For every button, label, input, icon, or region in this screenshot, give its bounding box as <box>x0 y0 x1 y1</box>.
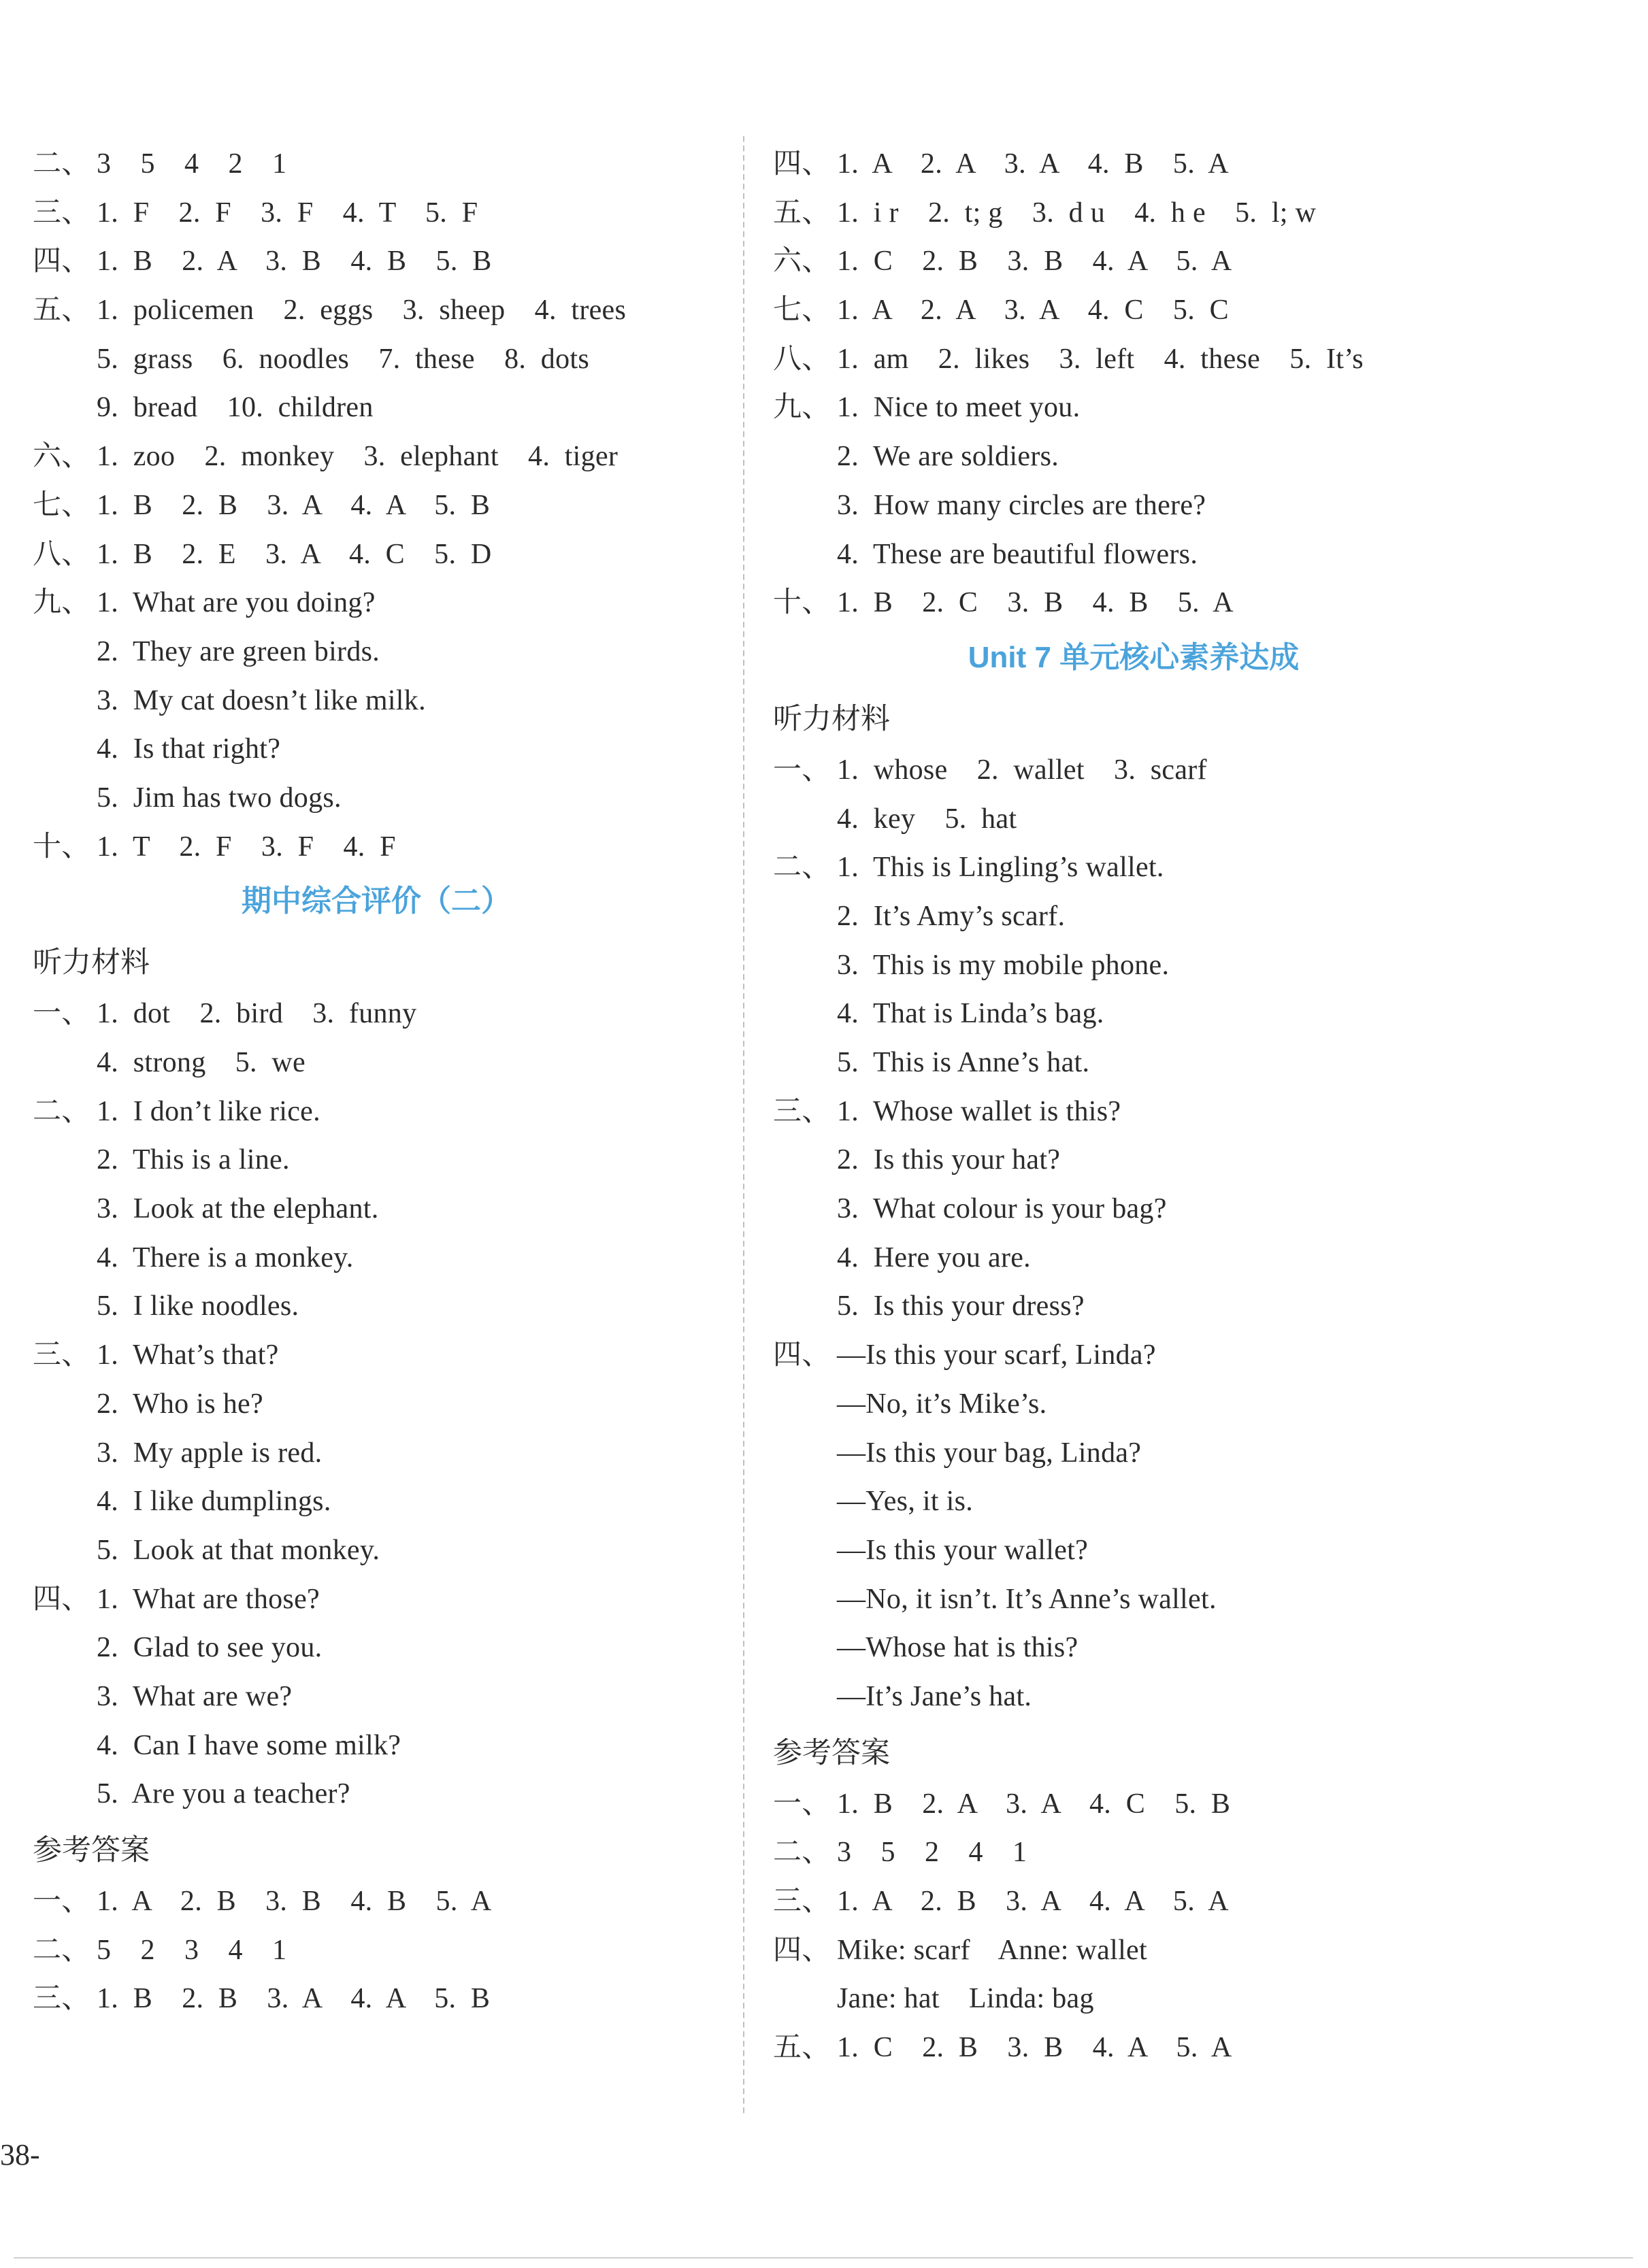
answer-line <box>33 1927 720 1975</box>
answer-text: 1. B 2. A 3. A 4. C 5. B <box>837 1788 1231 1820</box>
answer-line <box>33 482 720 531</box>
answer-line-continued: 3. What are we? <box>97 1680 293 1712</box>
answer-line <box>33 1878 720 1927</box>
answer-line <box>773 286 1494 335</box>
question-group-marker: 九、 <box>773 392 831 424</box>
section-heading: Unit 7 单元核心素养达成 <box>968 640 1300 674</box>
question-group-marker: 四、 <box>773 148 831 180</box>
answer-line-continued: 3. My cat doesn’t like milk. <box>97 684 426 716</box>
answer-line-continued: 2. It’s Amy’s scarf. <box>837 900 1066 932</box>
question-group-marker: 十、 <box>33 831 90 863</box>
answer-line <box>33 1975 720 2024</box>
answer-line <box>33 990 720 1039</box>
question-group-marker: 四、 <box>33 246 90 278</box>
question-group-marker: 一、 <box>33 1886 90 1917</box>
section-subheading: 参考答案 <box>773 1735 890 1770</box>
bottom-rule <box>14 2257 1633 2258</box>
answer-line-continued: —Whose hat is this? <box>837 1632 1078 1664</box>
answer-line-continued: 4. Here you are. <box>837 1241 1031 1273</box>
answer-line <box>33 579 720 628</box>
section-subheading: 参考答案 <box>33 1833 150 1867</box>
answer-text: 1. Nice to meet you. <box>837 392 1081 424</box>
answer-line-continued: —No, it isn’t. It’s Anne’s wallet. <box>837 1583 1217 1615</box>
answer-text: 1. whose 2. wallet 3. scarf <box>837 754 1207 786</box>
answer-line-continued: 2. Is this your hat? <box>837 1144 1061 1176</box>
answer-line-continued: 4. That is Linda’s bag. <box>837 998 1104 1030</box>
answer-line-continued: 5. Are you a teacher? <box>97 1778 350 1810</box>
answer-line <box>773 335 1494 384</box>
answer-text: 1. policemen 2. eggs 3. sheep 4. trees <box>97 295 627 327</box>
question-group-marker: 四、 <box>773 1339 831 1371</box>
answer-line <box>773 189 1494 238</box>
answer-text: 3 5 2 4 1 <box>837 1837 1027 1869</box>
question-group-marker: 三、 <box>33 1339 90 1371</box>
answer-text: 1. zoo 2. monkey 3. elephant 4. tiger <box>97 441 619 473</box>
answer-text: 1. am 2. likes 3. left 4. these 5. It’s <box>837 343 1364 375</box>
question-group-marker: 二、 <box>33 1095 90 1127</box>
answer-text: 1. T 2. F 3. F 4. F <box>97 831 396 863</box>
question-group-marker: 五、 <box>33 295 90 327</box>
answer-line-continued: 4. key 5. hat <box>837 803 1017 835</box>
answer-line-continued: 5. This is Anne’s hat. <box>837 1047 1090 1078</box>
answer-line <box>773 237 1494 286</box>
answer-line <box>773 579 1494 628</box>
question-group-marker: 六、 <box>33 441 90 473</box>
question-group-marker: 六、 <box>773 246 831 278</box>
answer-line-continued: 2. Glad to see you. <box>97 1632 323 1664</box>
answer-text: 1. F 2. F 3. F 4. T 5. F <box>97 197 478 229</box>
answer-text: 1. This is Lingling’s wallet. <box>837 852 1164 884</box>
answer-text: 1. A 2. B 3. A 4. A 5. A <box>837 1886 1229 1917</box>
answer-line-continued: —Is this your bag, Linda? <box>837 1437 1142 1469</box>
answer-text: 1. i r 2. t; g 3. d u 4. h e 5. l; w <box>837 197 1317 229</box>
answer-text: 1. B 2. A 3. B 4. B 5. B <box>97 246 492 278</box>
answer-text: 1. B 2. B 3. A 4. A 5. B <box>97 489 491 521</box>
left-column <box>33 140 720 2024</box>
question-group-marker: 八、 <box>773 343 831 375</box>
answer-line <box>773 1927 1494 1975</box>
question-group-marker: 三、 <box>773 1886 831 1917</box>
answer-line-continued: 4. Is that right? <box>97 733 281 765</box>
question-group-marker: 二、 <box>33 148 90 180</box>
answer-line-continued: 4. These are beautiful flowers. <box>837 538 1198 570</box>
question-group-marker: 四、 <box>773 1934 831 1966</box>
answer-line <box>33 433 720 482</box>
answer-line-continued: 9. bread 10. children <box>97 392 374 424</box>
answer-line-continued: 2. We are soldiers. <box>837 441 1059 473</box>
answer-line <box>33 823 720 872</box>
answer-text: 1. C 2. B 3. B 4. A 5. A <box>837 2032 1232 2064</box>
answer-line-continued: 5. Is this your dress? <box>837 1290 1085 1322</box>
answer-line-continued: 5. Jim has two dogs. <box>97 782 342 814</box>
answer-text: 1. A 2. B 3. B 4. B 5. A <box>97 1886 492 1917</box>
answer-text: 1. What are those? <box>97 1583 320 1615</box>
answer-line-continued: 3. What colour is your bag? <box>837 1193 1167 1225</box>
answer-line <box>33 1575 720 1624</box>
right-column <box>773 140 1494 2073</box>
answer-line-continued: 5. Look at that monkey. <box>97 1534 380 1566</box>
question-group-marker: 八、 <box>33 538 90 570</box>
answer-line-continued: —It’s Jane’s hat. <box>837 1680 1032 1712</box>
answer-line <box>773 746 1494 795</box>
answer-line-continued: 5. grass 6. noodles 7. these 8. dots <box>97 343 589 375</box>
answer-line <box>773 1878 1494 1927</box>
answer-text: 1. What are you doing? <box>97 587 376 619</box>
answer-line-continued: 2. This is a line. <box>97 1144 290 1176</box>
answer-text: 1. I don’t like rice. <box>97 1095 320 1127</box>
answer-line <box>773 1331 1494 1380</box>
answer-text: 5 2 3 4 1 <box>97 1934 287 1966</box>
answer-line <box>773 2024 1494 2073</box>
answer-text: 1. A 2. A 3. A 4. B 5. A <box>837 148 1229 180</box>
answer-line <box>33 1088 720 1137</box>
question-group-marker: 二、 <box>773 852 831 884</box>
answer-text: 3 5 4 2 1 <box>97 148 287 180</box>
answer-line <box>773 1088 1494 1137</box>
answer-line-continued: 3. This is my mobile phone. <box>837 949 1170 981</box>
answer-text: 1. B 2. C 3. B 4. B 5. A <box>837 587 1234 619</box>
question-group-marker: 七、 <box>773 295 831 327</box>
answer-line <box>773 140 1494 189</box>
answer-line <box>773 1780 1494 1829</box>
question-group-marker: 五、 <box>773 197 831 229</box>
answer-text: —Is this your scarf, Linda? <box>837 1339 1156 1371</box>
answer-text: 1. dot 2. bird 3. funny <box>97 998 417 1030</box>
answer-line-continued: —Yes, it is. <box>837 1486 974 1518</box>
answer-line <box>33 189 720 238</box>
answer-text: 1. What’s that? <box>97 1339 279 1371</box>
question-group-marker: 四、 <box>33 1583 90 1615</box>
answer-line-continued: Jane: hat Linda: bag <box>837 1983 1094 2015</box>
answer-line <box>33 1331 720 1380</box>
answer-text: 1. B 2. E 3. A 4. C 5. D <box>97 538 492 570</box>
column-divider <box>743 136 744 2116</box>
answer-line-continued: 5. I like noodles. <box>97 1290 299 1322</box>
question-group-marker: 十、 <box>773 587 831 619</box>
question-group-marker: 二、 <box>33 1934 90 1966</box>
question-group-marker: 三、 <box>773 1095 831 1127</box>
answer-line <box>33 237 720 286</box>
answer-line-continued: 2. They are green birds. <box>97 635 380 667</box>
section-subheading: 听力材料 <box>773 701 890 736</box>
question-group-marker: 一、 <box>773 1788 831 1820</box>
answer-line-continued: 4. strong 5. we <box>97 1047 306 1078</box>
answer-line <box>33 286 720 335</box>
answer-text: 1. A 2. A 3. A 4. C 5. C <box>837 295 1229 327</box>
page-number: 38- <box>0 2138 40 2171</box>
answer-line-continued: 3. How many circles are there? <box>837 489 1206 521</box>
question-group-marker: 三、 <box>33 1983 90 2015</box>
answer-line <box>33 140 720 189</box>
question-group-marker: 二、 <box>773 1837 831 1869</box>
answer-line-continued: 3. My apple is red. <box>97 1437 323 1469</box>
answer-text: Mike: scarf Anne: wallet <box>837 1934 1147 1966</box>
answer-line <box>773 844 1494 893</box>
question-group-marker: 七、 <box>33 489 90 521</box>
answer-line <box>773 384 1494 433</box>
answer-line-continued: —Is this your wallet? <box>837 1534 1089 1566</box>
answer-line-continued: 4. There is a monkey. <box>97 1241 354 1273</box>
answer-text: 1. C 2. B 3. B 4. A 5. A <box>837 246 1232 278</box>
answer-line-continued: 4. Can I have some milk? <box>97 1729 401 1761</box>
question-group-marker: 五、 <box>773 2032 831 2064</box>
answer-text: 1. B 2. B 3. A 4. A 5. B <box>97 1983 491 2015</box>
answer-text: 1. Whose wallet is this? <box>837 1095 1121 1127</box>
question-group-marker: 九、 <box>33 587 90 619</box>
answer-line-continued: 2. Who is he? <box>97 1388 263 1420</box>
answer-line <box>773 1829 1494 1878</box>
answer-line-continued: 4. I like dumplings. <box>97 1486 331 1518</box>
answer-line-continued: —No, it’s Mike’s. <box>837 1388 1047 1420</box>
question-group-marker: 一、 <box>773 754 831 786</box>
answer-line-continued: 3. Look at the elephant. <box>97 1193 379 1225</box>
section-subheading: 听力材料 <box>33 946 150 980</box>
question-group-marker: 三、 <box>33 197 90 229</box>
section-heading: 期中综合评价（二） <box>242 884 511 918</box>
question-group-marker: 一、 <box>33 998 90 1030</box>
answer-line <box>33 531 720 580</box>
